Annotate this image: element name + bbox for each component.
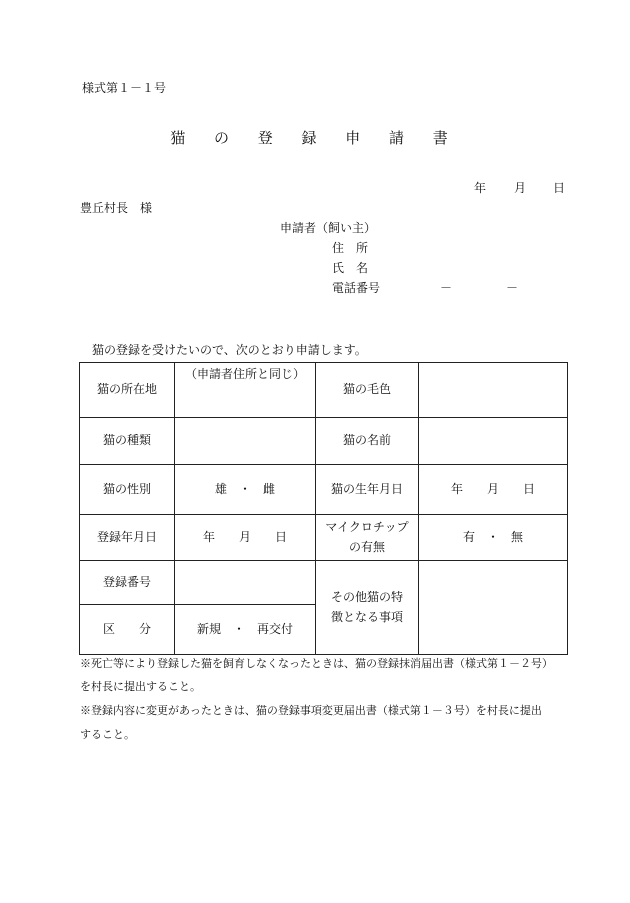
reg-number-label: 登録番号 — [80, 561, 175, 605]
category-options[interactable]: 新規 ・ 再交付 — [175, 605, 316, 655]
breed-label: 猫の種類 — [80, 418, 175, 465]
intro-text: 猫の登録を受けたいので、次のとおり申請します。 — [92, 343, 367, 357]
other-features-label-line: 徴となる事項 — [330, 609, 403, 624]
reg-number-field[interactable] — [175, 561, 316, 605]
coat-color-label: 猫の毛色 — [316, 363, 419, 418]
applicant-address-label: 住 所 — [332, 241, 369, 255]
microchip-label — [316, 515, 419, 561]
sex-options[interactable]: 雄 ・ 雌 — [175, 465, 316, 515]
applicant-name-label: 氏 名 — [332, 261, 369, 275]
reg-date-field[interactable]: 年 月 日 — [175, 515, 316, 561]
sex-label: 猫の性別 — [80, 465, 175, 515]
applicant-label: 申請者（飼い主） — [280, 221, 377, 235]
other-features-label-line: その他猫の特 — [330, 590, 403, 605]
other-features-label — [316, 561, 419, 655]
date-day: 日 — [553, 181, 566, 195]
table-row — [80, 561, 568, 605]
microchip-label-line: の有無 — [348, 539, 385, 554]
location-label: 猫の所在地 — [80, 363, 175, 418]
date-year: 年 — [474, 181, 487, 195]
microchip-options[interactable]: 有 ・ 無 — [419, 515, 568, 561]
addressee: 豊丘村長 様 — [80, 201, 153, 215]
location-note: （申請者住所と同じ） — [184, 367, 305, 381]
cat-name-field[interactable] — [419, 418, 568, 465]
location-field[interactable] — [175, 363, 316, 418]
applicant-phone-label: 電話番号 — [332, 281, 381, 295]
breed-field[interactable] — [175, 418, 316, 465]
coat-color-field[interactable] — [419, 363, 568, 418]
birthdate-label: 猫の生年月日 — [316, 465, 419, 515]
table-row — [80, 418, 568, 465]
date-month: 月 — [514, 181, 527, 195]
table-row — [80, 515, 568, 561]
note-line: すること。 — [80, 728, 135, 741]
table-row — [80, 363, 568, 418]
table-row — [80, 465, 568, 515]
form-number: 様式第１－１号 — [82, 81, 167, 95]
phone-separator: － — [440, 281, 453, 295]
note-line: を村長に提出すること。 — [80, 680, 201, 693]
birthdate-field[interactable]: 年 月 日 — [419, 465, 568, 515]
note-line: ※登録内容に変更があったときは、猫の登録事項変更届出書（様式第１－３号）を村長に提出 — [80, 704, 542, 717]
registration-table — [79, 362, 568, 655]
other-features-field[interactable] — [419, 561, 568, 655]
phone-separator: － — [506, 281, 519, 295]
category-label: 区 分 — [80, 605, 175, 655]
microchip-label-line: マイクロチップ — [325, 520, 409, 535]
reg-date-label: 登録年月日 — [80, 515, 175, 561]
cat-name-label: 猫の名前 — [316, 418, 419, 465]
note-line: ※死亡等により登録した猫を飼育しなくなったときは、猫の登録抹消届出書（様式第１－２号） — [80, 657, 553, 670]
document-title: 猫 の 登 録 申 請 書 — [170, 129, 460, 147]
